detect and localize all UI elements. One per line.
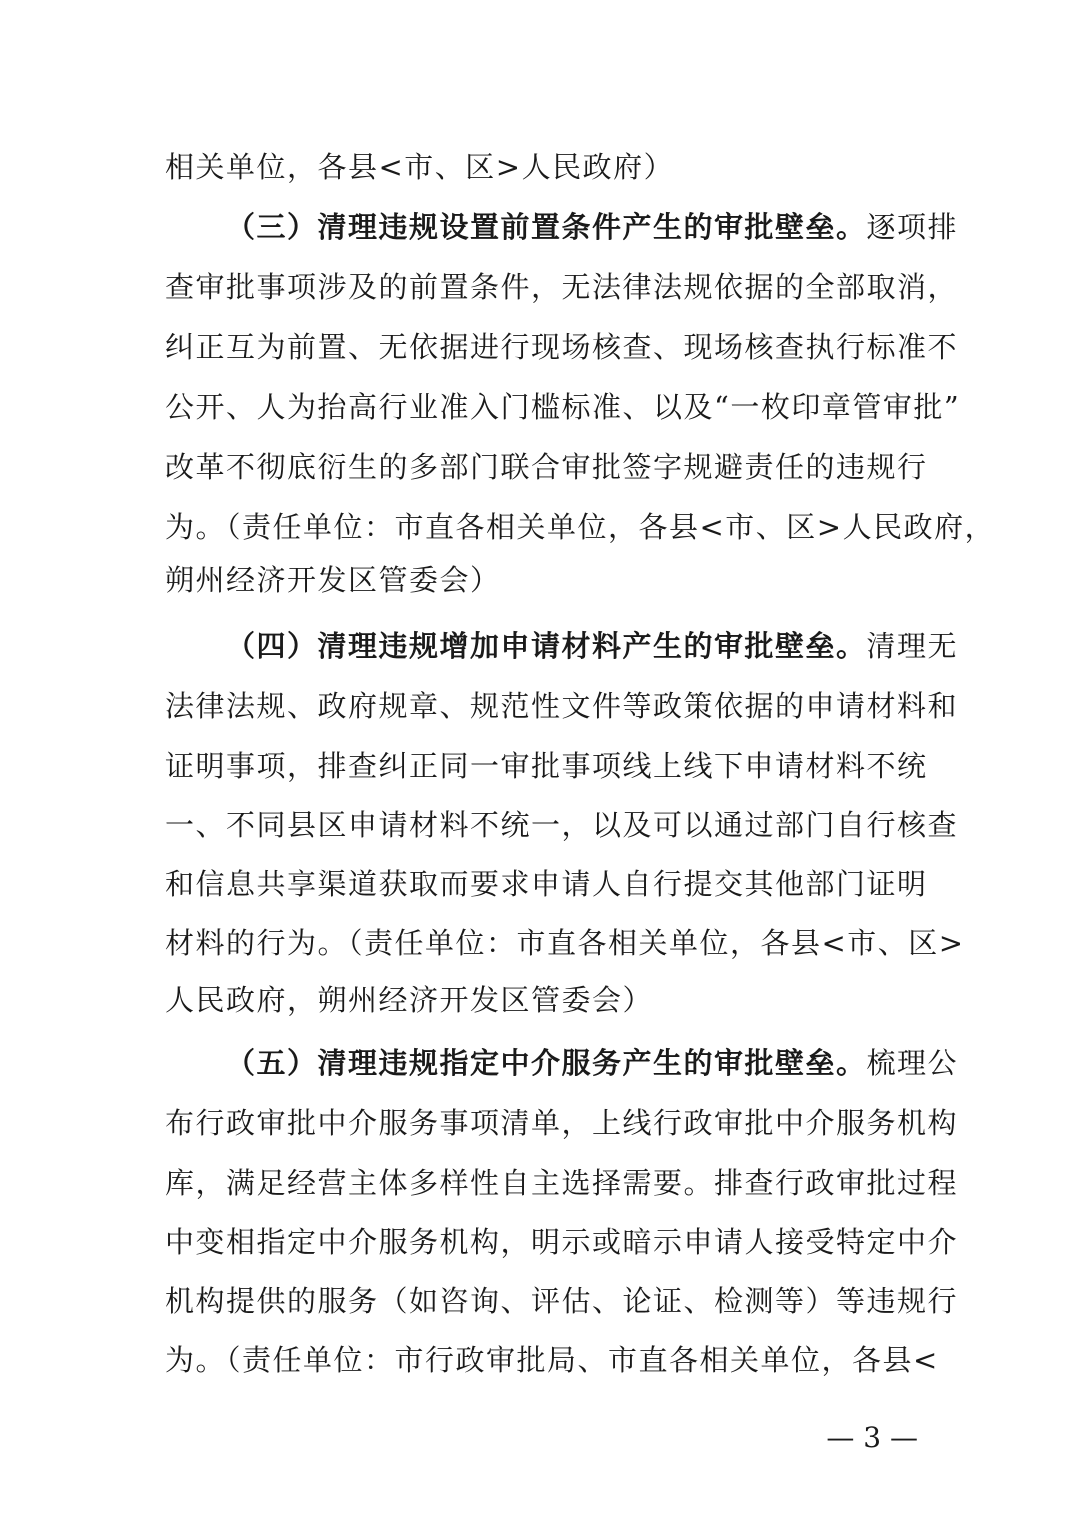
- paragraph-text: 证明事项，排查纠正同一审批事项线上线下申请材料不统: [165, 749, 928, 783]
- section-4-first-line: [226, 626, 959, 666]
- paragraph-line: [165, 507, 996, 547]
- paragraph-text: 公开、人为抬高行业准入门槛标准、以及“一枚印章管审批”: [165, 390, 961, 424]
- paragraph-text: 库，满足经营主体多样性自主选择需要。排查行政审批过程: [165, 1166, 959, 1200]
- paragraph-line: [165, 1103, 959, 1143]
- paragraph-text: 法律法规、政府规章、规范性文件等政策依据的申请材料和: [165, 689, 959, 723]
- paragraph-text: 中变相指定中介服务机构，明示或暗示申请人接受特定中介: [165, 1225, 959, 1259]
- paragraph-text: 查审批事项涉及的前置条件，无法律法规依据的全部取消，: [165, 270, 959, 304]
- paragraph-line: [165, 923, 965, 963]
- paragraph-text: 人民政府，朔州经济开发区管委会）: [165, 983, 654, 1017]
- paragraph-line: [165, 805, 959, 845]
- paragraph-line: [165, 980, 915, 1020]
- paragraph-text: 材料的行为。（责任单位：市直各相关单位，各县<市、区>: [165, 926, 965, 960]
- section-5-first-line: [226, 1043, 959, 1083]
- section-3-first-line: [226, 207, 959, 247]
- paragraph-line: [165, 447, 928, 487]
- paragraph-line: [165, 1340, 939, 1380]
- paragraph-line: [165, 746, 928, 786]
- paragraph-text: 清理无: [866, 629, 959, 663]
- paragraph-text: 逐项排: [866, 210, 959, 244]
- paragraph-text: 相关单位，各县<市、区>人民政府）: [165, 150, 675, 184]
- paragraph-line: [165, 560, 915, 600]
- paragraph-text: 一、不同县区申请材料不统一，以及可以通过部门自行核查: [165, 808, 959, 842]
- paragraph-text: 梳理公: [866, 1046, 959, 1080]
- paragraph-text: 改革不彻底衍生的多部门联合审批签字规避责任的违规行: [165, 450, 928, 484]
- paragraph-line: [165, 387, 961, 427]
- page-number: — 3 —: [826, 1421, 918, 1454]
- paragraph-line: [165, 267, 959, 307]
- paragraph-line: [165, 1281, 959, 1321]
- paragraph-text: 和信息共享渠道获取而要求申请人自行提交其他部门证明: [165, 867, 928, 901]
- paragraph-line: [165, 686, 959, 726]
- paragraph-text: 机构提供的服务（如咨询、评估、论证、检测等）等违规行: [165, 1284, 959, 1318]
- paragraph-line: [165, 1163, 959, 1203]
- paragraph-text: 布行政审批中介服务事项清单，上线行政审批中介服务机构: [165, 1106, 959, 1140]
- section-5-heading: （五）清理违规指定中介服务产生的审批壁垒。: [226, 1046, 867, 1080]
- section-3-heading: （三）清理违规设置前置条件产生的审批壁垒。: [226, 210, 867, 244]
- paragraph-line: [165, 864, 928, 904]
- paragraph-text: 朔州经济开发区管委会）: [165, 563, 501, 597]
- paragraph-text: 为。（责任单位：市直各相关单位，各县<市、区>人民政府，: [165, 510, 996, 544]
- paragraph-line: [165, 327, 959, 367]
- paragraph-line: [165, 1222, 959, 1262]
- paragraph-line: [165, 147, 915, 187]
- section-4-heading: （四）清理违规增加申请材料产生的审批壁垒。: [226, 629, 867, 663]
- paragraph-text: 纠正互为前置、无依据进行现场核查、现场核查执行标准不: [165, 330, 959, 364]
- paragraph-text: 为。（责任单位：市行政审批局、市直各相关单位，各县<: [165, 1343, 939, 1377]
